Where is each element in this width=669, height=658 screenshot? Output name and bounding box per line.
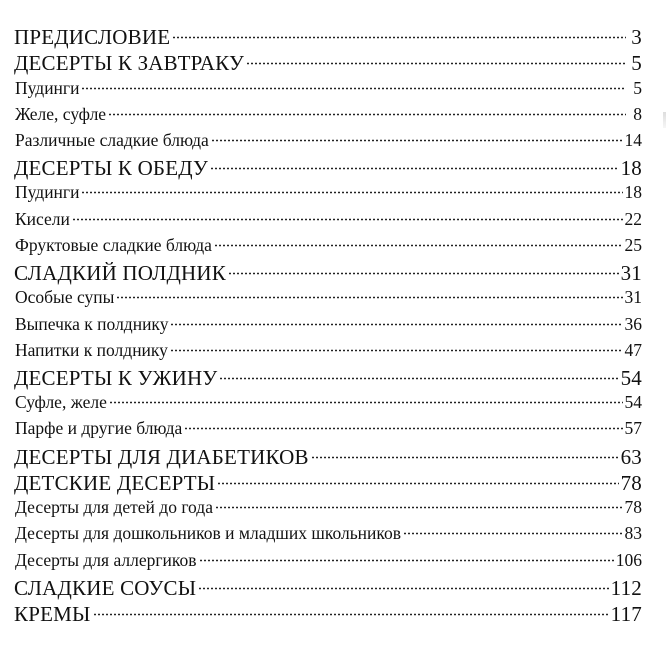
dot-leader [72,218,623,221]
dot-leader [116,296,622,299]
toc-entry-title: Парфе и другие блюда [15,418,183,439]
dot-leader [93,613,609,616]
dot-leader [198,587,608,590]
toc-section-row [14,209,642,235]
toc-section-row [14,418,642,444]
dot-leader [246,62,626,65]
toc-entry-title: Напитки к полднику [15,339,168,360]
dot-leader [109,401,623,404]
toc-section-row [14,523,642,549]
toc-page-number: 5 [633,77,642,98]
toc-entry-title: СЛАДКИЕ СОУСЫ [14,575,197,600]
toc-entry-title: Пудинги [15,77,80,98]
dot-leader [403,532,622,535]
toc-page-number: 63 [620,444,642,469]
toc-page-number: 54 [620,365,642,390]
toc-entry-title: Суфле, желе [15,392,107,413]
toc-chapter-row [14,156,642,182]
toc-chapter-row [14,602,642,628]
dot-leader [215,506,623,509]
toc-page-number: 47 [624,339,642,360]
page-edge-mark [663,112,666,128]
dot-leader [311,456,619,459]
toc-section-row [14,497,642,523]
dot-leader [108,113,626,116]
toc-page-number: 117 [610,602,642,626]
toc-page-number: 5 [631,51,642,76]
toc-entry-title: Фруктовые сладкие блюда [15,234,212,255]
dot-leader [81,87,626,90]
toc-entry-title: ПРЕДИСЛОВИЕ [14,25,171,49]
toc-chapter-row [14,471,642,497]
toc-entry-title: ДЕСЕРТЫ К ОБЕДУ [14,156,209,181]
toc-entry-title: Особые супы [15,287,115,308]
toc-section-row [14,182,642,208]
toc-section-row [14,78,642,104]
toc-entry-title: ДЕСЕРТЫ К ЗАВТРАКУ [14,51,245,76]
toc-page-number: 36 [624,313,642,334]
dot-leader [81,191,622,194]
dot-leader [211,139,623,142]
toc-page-number: 8 [633,103,642,124]
toc-page-number: 78 [624,497,642,518]
toc-chapter-row [14,445,642,471]
toc-page-number: 31 [620,261,642,286]
dot-leader [210,167,619,170]
toc-page-number: 83 [624,523,642,544]
toc-entry-title: Десерты для аллергиков [15,549,197,570]
dot-leader [170,323,622,326]
toc-section-row [14,287,642,313]
toc-entry-title: Выпечка к полднику [15,313,169,334]
toc-page-number: 14 [624,129,642,150]
dot-leader [217,482,618,485]
toc-entry-title: Кисели [15,208,70,229]
dot-leader [228,272,619,275]
toc-chapter-row [14,51,642,77]
toc-section-row [14,550,642,576]
toc-chapter-row [14,261,642,287]
toc-page-number: 78 [620,470,642,495]
toc-section-row [14,392,642,418]
toc-page-number: 3 [631,25,642,49]
toc-page-number: 57 [624,418,642,439]
toc-page-number: 112 [610,575,642,600]
toc-page-number: 54 [624,392,642,413]
toc-page-number: 18 [620,156,642,181]
toc-entry-title: Желе, суфле [15,103,107,124]
toc-entry-title: СЛАДКИЙ ПОЛДНИК [14,261,226,286]
toc-chapter-row [14,25,642,51]
toc-entry-title: Десерты для дошкольников и младших школьников [15,523,402,544]
toc-page-number: 106 [615,549,642,570]
toc-entry-title: ДЕСЕРТЫ К УЖИНУ [14,365,218,390]
dot-leader [214,244,623,247]
toc-entry-title: Различные сладкие блюда [15,129,209,150]
toc-entry-title: ДЕСЕРТЫ ДЛЯ ДИАБЕТИКОВ [14,444,309,469]
toc-section-row [14,314,642,340]
toc-section-row [14,130,642,156]
toc-page-number: 25 [624,234,642,255]
dot-leader [199,559,614,562]
dot-leader [219,377,618,380]
dot-leader [172,36,626,39]
toc-page-number: 22 [624,208,642,229]
dot-leader [184,427,622,430]
table-of-contents [14,25,642,628]
toc-chapter-row [14,576,642,602]
toc-chapter-row [14,366,642,392]
toc-section-row [14,235,642,261]
toc-section-row [14,340,642,366]
toc-entry-title: КРЕМЫ [14,602,91,626]
toc-section-row [14,104,642,130]
toc-entry-title: ДЕТСКИЕ ДЕСЕРТЫ [14,470,216,495]
toc-page-number: 31 [624,287,642,308]
toc-entry-title: Десерты для детей до года [15,497,213,518]
toc-entry-title: Пудинги [15,182,80,203]
dot-leader [170,349,623,352]
toc-page-number: 18 [624,182,642,203]
